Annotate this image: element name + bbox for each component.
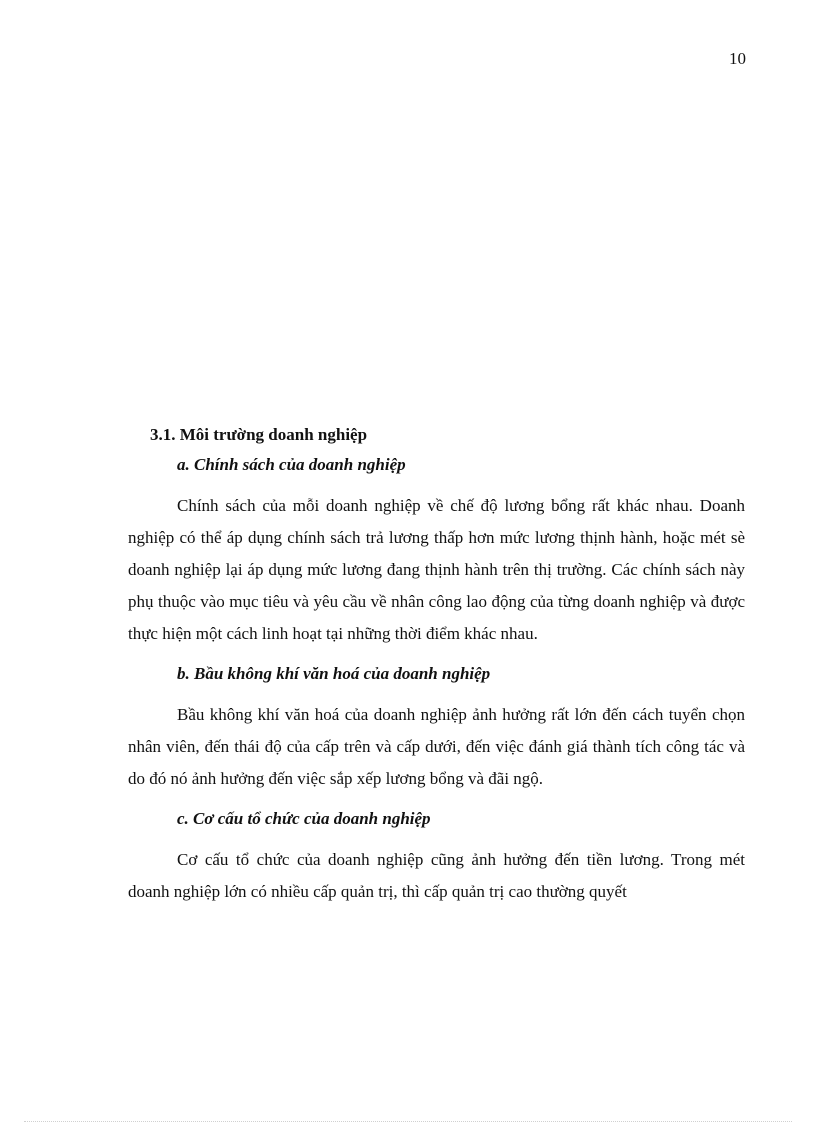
subsection-heading-b: b. Bầu không khí văn hoá của doanh nghiệp — [177, 664, 491, 683]
paragraph-b: Bầu không khí văn hoá của doanh nghiệp ảnh hưởng rất lớn đến cách tuyển chọn nhân viên, đến thái độ của cấp trên và cấp dưới, đến việc đánh giá thành tích công tác và do đó nó ảnh hưởng đến việc sắp xếp lương bổng và đãi ngộ. — [128, 705, 745, 788]
paragraph-a: Chính sách của mỗi doanh nghiệp về chế độ lương bổng rất khác nhau. Doanh nghiệp có thể áp dụng chính sách trả lương thấp hơn mức lương thịnh hành, hoặc mét sè doanh nghiệp lại áp dụng mức lương đang thịnh hành trên thị trường. Các chính sách này phụ thuộc vào mục tiêu và yêu cầu về nhân công lao động của từng doanh nghiệp và được thực hiện một cách linh hoạt tại những thời điểm khác nhau. — [128, 496, 745, 643]
document-body — [128, 420, 745, 908]
paragraph-c: Cơ cấu tổ chức của doanh nghiệp cũng ảnh hưởng đến tiền lương. Trong mét doanh nghiệp lớn có nhiều cấp quản trị, thì cấp quản trị cao thường quyết — [128, 850, 745, 901]
section-heading: 3.1. Môi trường doanh nghiệp — [150, 425, 368, 444]
footer-divider — [24, 1121, 792, 1122]
page-number: 10 — [729, 49, 746, 68]
subsection-heading-c: c. Cơ cấu tổ chức của doanh nghiệp — [177, 809, 431, 828]
subsection-heading-a: a. Chính sách của doanh nghiệp — [177, 455, 406, 474]
